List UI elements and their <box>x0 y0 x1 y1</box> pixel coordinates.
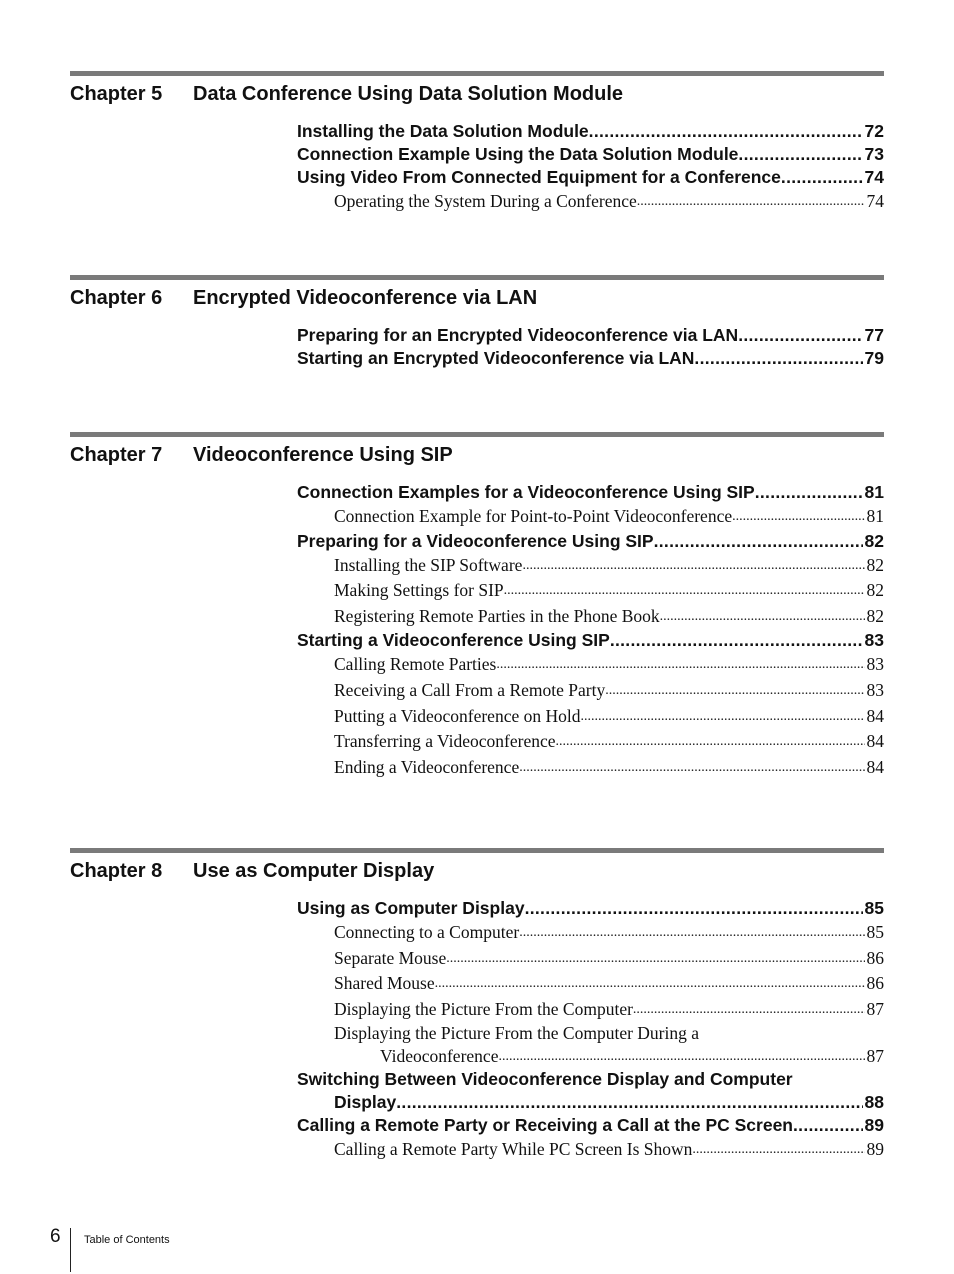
toc-subentry[interactable] <box>297 553 884 579</box>
toc-subentry-title: Calling Remote Parties <box>334 654 497 675</box>
leader-dots <box>738 324 862 347</box>
chapter-heading <box>70 284 884 312</box>
chapter-title: Data Conference Using Data Solution Module <box>193 83 624 105</box>
leader-dots <box>781 166 863 189</box>
toc-subentry[interactable] <box>297 578 884 604</box>
toc-subentry[interactable] <box>297 971 884 997</box>
toc-subentry-title: Putting a Videoconference on Hold <box>334 705 581 726</box>
toc-entry[interactable] <box>297 629 884 652</box>
toc-entry[interactable] <box>297 143 884 166</box>
chapter-8-section <box>70 848 884 1163</box>
toc-entry-title: Connection Examples for a Videoconference Using SIP <box>297 482 755 502</box>
toc-page-number: 72 <box>864 121 884 141</box>
toc-page-number: 79 <box>864 348 884 368</box>
toc-entry[interactable] <box>297 1114 884 1137</box>
chapter-5-section <box>70 71 884 215</box>
leader-dots <box>519 920 864 946</box>
footer-section-label: Table of Contents <box>84 1234 170 1246</box>
toc-entry-title: Switching Between Videoconference Display and Computer <box>297 1069 793 1090</box>
toc-subentry[interactable] <box>297 1137 884 1163</box>
chapter-number: Chapter 7 <box>70 444 163 466</box>
toc-page-number: 82 <box>866 554 884 575</box>
toc-page-number: 86 <box>866 973 884 994</box>
toc-subentry-title: Registering Remote Parties in the Phone Book <box>334 605 660 626</box>
leader-dots <box>738 143 862 166</box>
leader-dots <box>435 971 865 997</box>
leader-dots <box>605 678 864 704</box>
toc-entry-continuation: Videoconference <box>380 1046 499 1067</box>
leader-dots <box>525 897 863 920</box>
leader-dots <box>732 504 864 530</box>
toc-page-number: 84 <box>866 731 884 752</box>
toc-page-number: 74 <box>866 191 884 211</box>
chapter-title: Use as Computer Display <box>193 860 435 882</box>
page-number: 6 <box>50 1226 61 1247</box>
leader-dots <box>519 755 864 781</box>
leader-dots <box>694 347 862 370</box>
toc-subentry-title: Displaying the Picture From the Computer During a <box>334 1023 700 1044</box>
toc-entries <box>297 120 884 215</box>
leader-dots <box>556 729 865 755</box>
toc-entries <box>297 481 884 780</box>
toc-subentry-title: Connecting to a Computer <box>334 922 520 942</box>
toc-subentry[interactable] <box>297 652 884 678</box>
chapter-number: Chapter 6 <box>70 287 163 309</box>
toc-page-number: 83 <box>864 630 884 651</box>
toc-entry[interactable] <box>297 481 884 504</box>
leader-dots <box>522 553 864 579</box>
toc-page-number: 86 <box>866 947 884 968</box>
toc-subentry-title: Separate Mouse <box>334 947 447 968</box>
toc-entry-title: Starting a Videoconference Using SIP <box>297 630 610 651</box>
toc-subentry[interactable] <box>297 1045 884 1068</box>
chapter-rule <box>70 848 884 853</box>
chapter-rule <box>70 432 884 437</box>
chapter-number: Chapter 5 <box>70 83 163 105</box>
toc-page-number: 74 <box>864 167 884 187</box>
chapter-7-section <box>70 432 884 780</box>
leader-dots <box>396 1091 862 1114</box>
toc-subentry-title: Shared Mouse <box>334 973 435 994</box>
leader-dots <box>446 946 864 972</box>
toc-subentry-title: Calling a Remote Party While PC Screen Is Shown <box>334 1139 693 1160</box>
toc-entry-title: Using as Computer Display <box>297 898 525 918</box>
toc-entry-title: Connection Example Using the Data Solution Module <box>297 144 739 164</box>
toc-entries <box>297 324 884 370</box>
toc-subentry[interactable] <box>297 504 884 530</box>
toc-entry-title: Using Video From Connected Equipment for a Conference <box>297 167 781 187</box>
leader-dots <box>755 481 863 504</box>
chapter-6-section <box>70 275 884 370</box>
leader-dots <box>498 1045 864 1068</box>
leader-dots <box>793 1114 863 1137</box>
chapter-number: Chapter 8 <box>70 860 163 882</box>
toc-entry-title: Installing the Data Solution Module <box>297 121 589 141</box>
toc-subentry-title: Ending a Videoconference <box>334 756 520 777</box>
toc-page-number: 85 <box>864 898 884 918</box>
toc-page-number: 84 <box>866 705 884 726</box>
toc-entry[interactable] <box>297 166 884 189</box>
toc-subentry[interactable] <box>297 678 884 704</box>
toc-entries <box>297 897 884 1163</box>
toc-page-number: 83 <box>866 654 884 675</box>
toc-page-number: 85 <box>866 922 884 942</box>
leader-dots <box>610 629 863 652</box>
toc-subentry-title: Displaying the Picture From the Computer <box>334 998 633 1019</box>
toc-page-number: 82 <box>864 530 884 551</box>
toc-entry[interactable] <box>297 530 884 553</box>
leader-dots <box>692 1137 864 1163</box>
chapter-title: Videoconference Using SIP <box>193 444 453 466</box>
toc-subentry[interactable] <box>297 604 884 630</box>
chapter-heading <box>70 80 884 108</box>
toc-subentry[interactable] <box>297 189 884 215</box>
toc-entry-title: Preparing for a Videoconference Using SIP <box>297 530 654 551</box>
toc-page-number: 77 <box>864 325 884 345</box>
toc-subentry-title: Operating the System During a Conference <box>334 191 637 211</box>
leader-dots <box>589 120 863 143</box>
toc-subentry[interactable] <box>297 997 884 1023</box>
toc-subentry-title: Receiving a Call From a Remote Party <box>334 679 606 700</box>
leader-dots <box>504 578 865 604</box>
chapter-title: Encrypted Videoconference via LAN <box>193 287 538 309</box>
leader-dots <box>580 704 864 730</box>
toc-page-number: 89 <box>866 1139 884 1160</box>
toc-page-number: 81 <box>864 482 884 502</box>
toc-subentry-title: Making Settings for SIP <box>334 580 504 601</box>
toc-subentry-title: Transferring a Videoconference <box>334 731 556 752</box>
toc-page-number: 87 <box>866 1046 884 1067</box>
leader-dots <box>633 997 865 1023</box>
toc-entry[interactable] <box>297 1091 884 1114</box>
toc-subentry-title: Installing the SIP Software <box>334 554 523 575</box>
leader-dots <box>660 604 865 630</box>
toc-page-number: 82 <box>866 580 884 601</box>
toc-entry-title: Calling a Remote Party or Receiving a Call at the PC Screen <box>297 1115 793 1136</box>
toc-subentry-title: Connection Example for Point-to-Point Videoconference <box>334 506 733 526</box>
toc-entry-title: Preparing for an Encrypted Videoconference via LAN <box>297 325 739 345</box>
chapter-rule <box>70 71 884 76</box>
footer-divider <box>70 1228 71 1272</box>
toc-subentry[interactable] <box>297 946 884 972</box>
toc-page-number: 89 <box>864 1115 884 1136</box>
toc-subentry[interactable] <box>297 755 884 781</box>
toc-page-number: 87 <box>866 998 884 1019</box>
toc-entry[interactable] <box>297 120 884 143</box>
toc-entry-continuation: Display <box>334 1092 397 1113</box>
chapter-heading <box>70 441 884 469</box>
toc-page-number: 81 <box>866 506 884 526</box>
toc-entry-title: Starting an Encrypted Videoconference via LAN <box>297 348 695 368</box>
toc-subentry[interactable] <box>297 729 884 755</box>
leader-dots <box>496 652 864 678</box>
toc-page-number: 84 <box>866 756 884 777</box>
leader-dots <box>654 530 863 553</box>
toc-entry[interactable] <box>297 347 884 370</box>
toc-subentry[interactable] <box>297 704 884 730</box>
toc-page-number: 83 <box>866 679 884 700</box>
toc-subentry[interactable] <box>297 920 884 946</box>
toc-page-number: 73 <box>864 144 884 164</box>
leader-dots <box>637 189 865 215</box>
chapter-heading <box>70 857 884 885</box>
toc-entry[interactable] <box>297 324 884 347</box>
toc-page-number: 88 <box>864 1092 884 1113</box>
toc-page-number: 82 <box>866 605 884 626</box>
chapter-rule <box>70 275 884 280</box>
toc-entry[interactable] <box>297 897 884 920</box>
